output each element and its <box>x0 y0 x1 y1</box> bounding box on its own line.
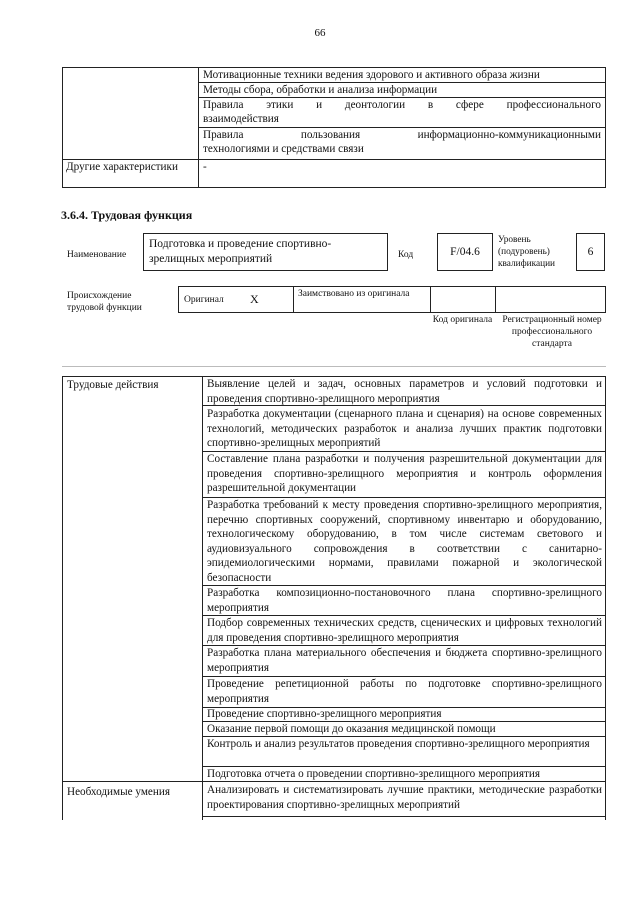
knowledge-row-line1: Правила пользования информационно-коммуникационными <box>203 129 601 141</box>
labor-action-item: Разработка плана материального обеспечения и бюджета спортивно-зрелищного мероприятия <box>207 647 602 674</box>
knowledge-row: Мотивационные техники ведения здорового и активного образа жизни <box>203 69 540 81</box>
labor-action-item: Составление плана разработки и получения разрешительной документации для проведения спортивно-зрелищного мероприятия и контроль оформления разрешительной документации <box>207 453 602 494</box>
other-characteristics-value: - <box>203 161 207 173</box>
skill-item: Анализировать и систематизировать лучшие практики, методические разработки проектирования спортивно-зрелищных мероприятий <box>207 784 602 811</box>
page-number: 66 <box>314 27 326 39</box>
level-value: 6 <box>587 246 594 258</box>
borrowed-label: Заимствовано из оригинала <box>298 289 410 299</box>
knowledge-row-line2: технологиями и средствами связи <box>203 143 364 155</box>
original-mark: X <box>250 292 259 306</box>
code-label: Код <box>398 250 414 260</box>
function-name: Подготовка и проведение спортивно-зрелищных мероприятий <box>149 238 332 265</box>
labor-action-item: Оказание первой помощи до оказания медицинской помощи <box>207 723 496 735</box>
knowledge-row-line2: взаимодействия <box>203 113 279 125</box>
labor-action-item: Разработка документации (сценарного плана и сценария) на основе современных технологий, методических разработок и анализа лучших практик подготовки спортивно-зрелищных мероприятий <box>207 408 602 449</box>
knowledge-row: Методы сбора, обработки и анализа информации <box>203 84 438 96</box>
level-label: Уровень (подуровень) квалификации <box>498 235 556 269</box>
name-label: Наименование <box>67 250 127 260</box>
labor-action-item: Разработка композиционно-постановочного плана спортивно-зрелищного мероприятия <box>207 587 602 614</box>
labor-action-item: Подготовка отчета о проведении спортивно-зрелищного мероприятия <box>207 768 541 780</box>
origin-label: Происхождение трудовой функции <box>67 291 142 313</box>
labor-action-item: Контроль и анализ результатов проведения спортивно-зрелищного мероприятия <box>207 738 590 750</box>
labor-action-item: Проведение спортивно-зрелищного мероприятия <box>207 708 442 720</box>
labor-actions-label: Трудовые действия <box>67 379 159 391</box>
labor-action-item: Разработка требований к месту проведения спортивно-зрелищного мероприятия, перечню спортивных сооружений, спортивному инвентарю и оборудованию, технологическому оборудованию, в том числе системам светового и аудиовизуального сопровождения в соответствии с санитарно-эпидемиологическими нормами, правилами пожарной и экологической безопасности <box>207 499 602 584</box>
other-characteristics-label: Другие характеристики <box>66 161 178 173</box>
code-value: F/04.6 <box>450 246 480 258</box>
reg-number-label: Регистрационный номер профессионального стандарта <box>502 315 602 349</box>
original-label: Оригинал <box>184 295 224 305</box>
labor-action-item: Проведение репетиционной работы по подготовке спортивно-зрелищного мероприятия <box>207 678 602 705</box>
skills-label: Необходимые умения <box>67 786 170 798</box>
code-original-label: Код оригинала <box>432 315 493 325</box>
knowledge-row-line1: Правила этики и деонтологии в сфере профессионального <box>203 99 601 111</box>
section-heading: 3.6.4. Трудовая функция <box>61 208 193 222</box>
labor-action-item: Подбор современных технических средств, сценических и цифровых технологий для проведения спортивно-зрелищного мероприятия <box>207 617 602 644</box>
labor-action-item: Выявление целей и задач, основных параметров и условий подготовки и проведения спортивно-зрелищного мероприятия <box>207 378 602 405</box>
